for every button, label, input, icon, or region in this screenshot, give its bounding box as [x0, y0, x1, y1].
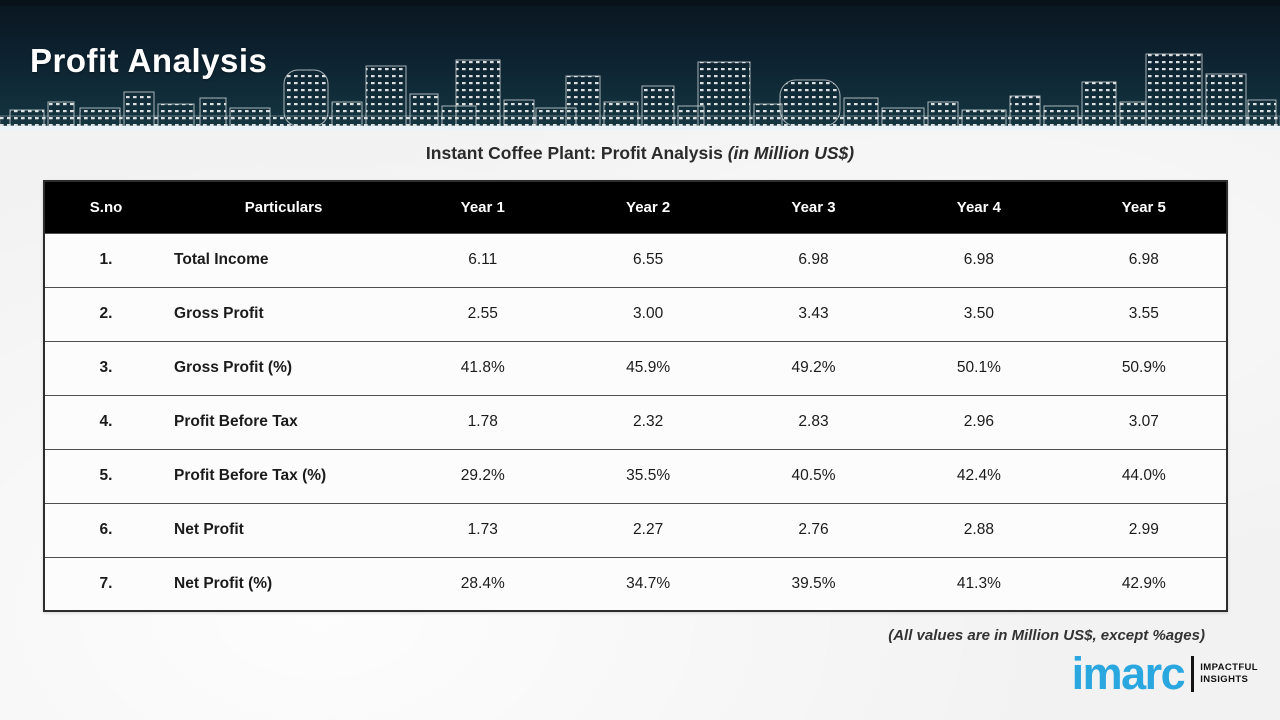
row-sno: 7.	[44, 557, 167, 611]
cell-value: 1.73	[400, 503, 565, 557]
row-particular: Total Income	[167, 233, 400, 287]
cell-value: 2.27	[565, 503, 730, 557]
table-row	[44, 287, 1227, 341]
cell-value: 2.32	[565, 395, 730, 449]
units-footnote: (All values are in Million US$, except %ages)	[888, 627, 1205, 644]
cell-value: 3.00	[565, 287, 730, 341]
profit-analysis-table	[43, 180, 1228, 612]
cell-value: 6.98	[1062, 233, 1227, 287]
imarc-logo	[1071, 648, 1258, 699]
cell-value: 42.9%	[1062, 557, 1227, 611]
cell-value: 41.3%	[896, 557, 1061, 611]
row-particular: Profit Before Tax (%)	[167, 449, 400, 503]
cell-value: 35.5%	[565, 449, 730, 503]
cell-value: 6.98	[896, 233, 1061, 287]
cell-value: 3.55	[1062, 287, 1227, 341]
row-sno: 4.	[44, 395, 167, 449]
table-row	[44, 233, 1227, 287]
row-particular: Net Profit	[167, 503, 400, 557]
cell-value: 2.55	[400, 287, 565, 341]
cell-value: 41.8%	[400, 341, 565, 395]
cell-value: 6.11	[400, 233, 565, 287]
col-header-year3: Year 3	[731, 181, 896, 233]
logo-divider-bar	[1191, 656, 1194, 692]
row-sno: 1.	[44, 233, 167, 287]
col-header-year2: Year 2	[565, 181, 730, 233]
cell-value: 45.9%	[565, 341, 730, 395]
table-row	[44, 395, 1227, 449]
cell-value: 3.50	[896, 287, 1061, 341]
table-title	[0, 143, 1280, 164]
row-particular: Profit Before Tax	[167, 395, 400, 449]
logo-tagline-line1: IMPACTFUL	[1200, 662, 1258, 674]
col-header-particulars: Particulars	[167, 181, 400, 233]
cell-value: 2.76	[731, 503, 896, 557]
cell-value: 44.0%	[1062, 449, 1227, 503]
col-header-year4: Year 4	[896, 181, 1061, 233]
cell-value: 6.98	[731, 233, 896, 287]
row-sno: 2.	[44, 287, 167, 341]
cell-value: 50.9%	[1062, 341, 1227, 395]
cell-value: 2.88	[896, 503, 1061, 557]
cell-value: 6.55	[565, 233, 730, 287]
cell-value: 3.07	[1062, 395, 1227, 449]
logo-tagline	[1200, 662, 1258, 686]
row-sno: 3.	[44, 341, 167, 395]
imarc-brand-text: imarc	[1071, 648, 1185, 699]
cell-value: 42.4%	[896, 449, 1061, 503]
page-title: Profit Analysis	[30, 42, 268, 79]
col-header-sno: S.no	[44, 181, 167, 233]
row-particular: Gross Profit (%)	[167, 341, 400, 395]
table-row	[44, 503, 1227, 557]
cell-value: 39.5%	[731, 557, 896, 611]
row-particular: Gross Profit	[167, 287, 400, 341]
col-header-year5: Year 5	[1062, 181, 1227, 233]
top-banner	[0, 0, 1280, 126]
logo-tagline-line2: INSIGHTS	[1200, 674, 1249, 686]
cell-value: 49.2%	[731, 341, 896, 395]
row-particular: Net Profit (%)	[167, 557, 400, 611]
col-header-year1: Year 1	[400, 181, 565, 233]
table-row	[44, 341, 1227, 395]
table-row	[44, 449, 1227, 503]
table-row	[44, 557, 1227, 611]
cell-value: 2.99	[1062, 503, 1227, 557]
row-sno: 5.	[44, 449, 167, 503]
cell-value: 2.83	[731, 395, 896, 449]
cell-value: 1.78	[400, 395, 565, 449]
cell-value: 3.43	[731, 287, 896, 341]
cell-value: 50.1%	[896, 341, 1061, 395]
row-sno: 6.	[44, 503, 167, 557]
cell-value: 34.7%	[565, 557, 730, 611]
table-header-row	[44, 181, 1227, 233]
banner-bottom-edge	[0, 126, 1280, 130]
table-title-main: Instant Coffee Plant: Profit Analysis	[425, 143, 723, 163]
table-title-units: (in Million US$)	[727, 143, 855, 163]
cell-value: 40.5%	[731, 449, 896, 503]
cell-value: 2.96	[896, 395, 1061, 449]
cell-value: 28.4%	[400, 557, 565, 611]
cell-value: 29.2%	[400, 449, 565, 503]
